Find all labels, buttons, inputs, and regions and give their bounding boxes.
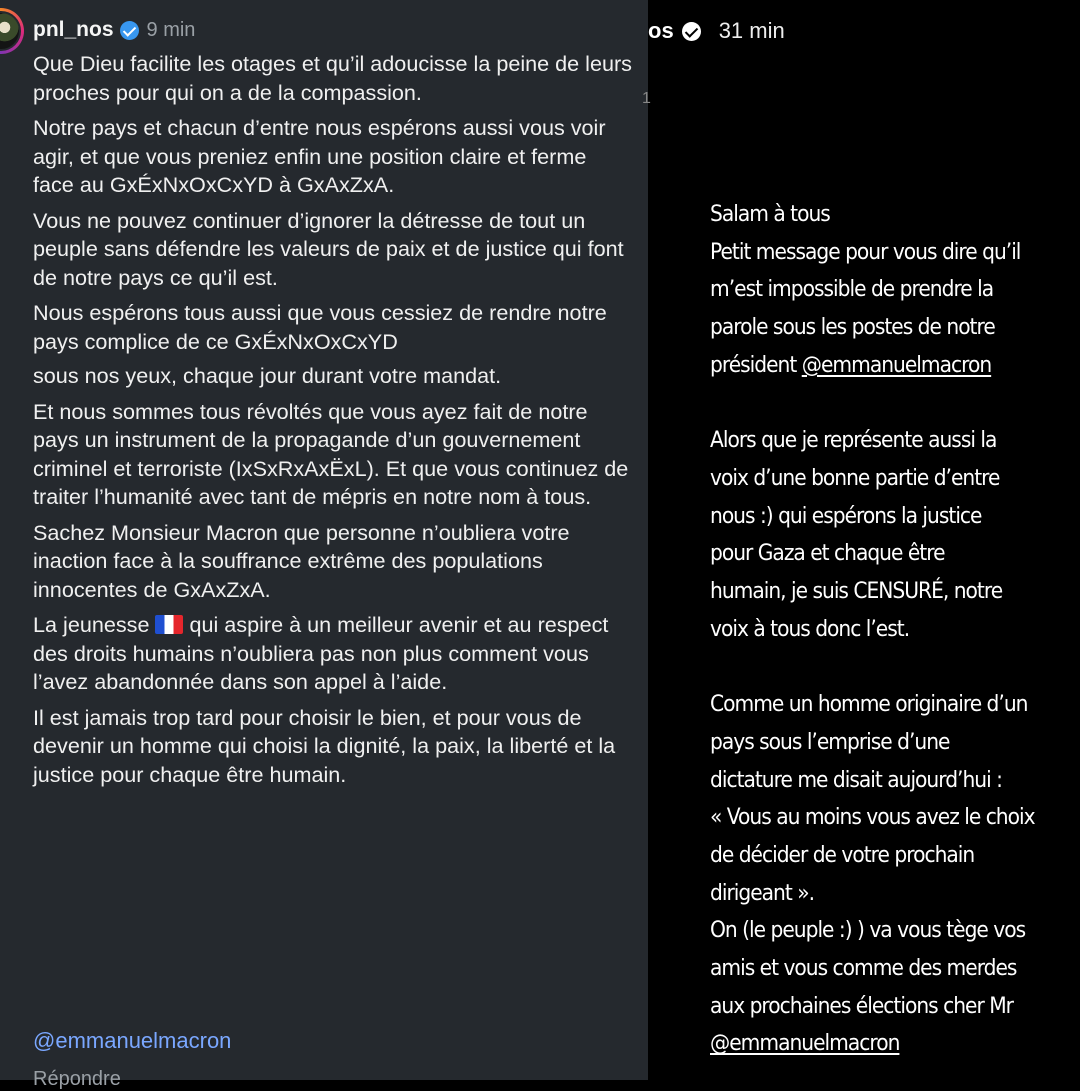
story-line [710, 347, 1047, 385]
story-line: aux prochaines élections cher Mr [710, 993, 1013, 1019]
comment-paragraph: Et nous sommes tous révoltés que vous ayez fait de notre pays un instrument de la propagande d’un gouvernement criminel et terroriste (IxSxRxAxËxL). Et que vous continuez de traiter l’humanité avec tant de mépris en notre nom à tous. [33, 398, 629, 509]
story-line: parole sous les postes de notre [710, 315, 995, 341]
france-flag-icon [155, 615, 183, 634]
story-line-gap [710, 385, 1047, 423]
comment-username[interactable]: pnl_nos [33, 18, 114, 41]
story-panel [642, 0, 1080, 1080]
story-line: de décider de votre prochain [710, 842, 975, 868]
story-text [710, 196, 1047, 1063]
story-mention-link[interactable]: @emmanuelmacron [710, 1031, 900, 1057]
story-line-text: président [710, 352, 797, 378]
story-line: voix d’une bonne partie d’entre [710, 465, 1000, 491]
comment-timestamp: 9 min [146, 18, 196, 41]
story-line: Comme un homme originaire d’un [710, 692, 1028, 718]
story-line: « Vous au moins vous avez le choix [710, 805, 1035, 831]
verified-badge-icon [682, 22, 701, 41]
story-line: m’est impossible de prendre la [710, 277, 994, 303]
comment-paragraph: Que Dieu facilite les otages et qu’il adoucisse la peine de leurs proches pour qui on a de la compassion. [33, 51, 632, 105]
comment-paragraph: Vous ne pouvez continuer d’ignorer la détresse de tout un peuple sans défendre les valeurs de paix et de justice qui font de notre pays ce qu’il est. [33, 207, 624, 290]
comment-paragraph: Notre pays et chacun d’entre nous espérons aussi vous voir agir, et que vous preniez enfin une position claire et ferme face au GxÉxNxOxCxYD à GxAxZxA. [33, 115, 606, 197]
story-line: Petit message pour vous dire qu’il [710, 239, 1021, 265]
story-timestamp: 31 min [718, 18, 785, 43]
comment-paragraph: Il est jamais trop tard pour choisir le bien, et pour vous de devenir un homme qui choisi la dignité, la paix, la liberté et la justice pour chaque être humain. [33, 704, 616, 787]
story-line: dictature me disait aujourd’hui : [710, 767, 1002, 793]
comment-paragraph: sous nos yeux, chaque jour durant votre mandat. [33, 363, 502, 388]
story-line: humain, je suis CENSURÉ, notre [710, 579, 1003, 605]
comment-text [33, 50, 633, 796]
verified-badge-icon [120, 21, 139, 40]
story-line: voix à tous donc l’est. [710, 616, 910, 642]
story-mention-link[interactable]: @emmanuelmacron [801, 352, 992, 378]
story-line: amis et vous comme des merdes [710, 956, 1017, 982]
avatar[interactable] [0, 8, 24, 54]
story-caption-fragment: 1 [642, 90, 651, 107]
story-line-gap [710, 648, 1047, 686]
reply-button[interactable]: Répondre [33, 1068, 121, 1090]
youth-text-before: La jeunesse [33, 612, 150, 637]
story-line: pour Gaza et chaque être [710, 541, 945, 567]
story-line: nous :) qui espérons la justice [710, 503, 982, 529]
comment-paragraph: Nous espérons tous aussi que vous cessiez de rendre notre pays complice de ce GxÉxNxOxCxYD [33, 300, 607, 354]
story-username[interactable]: os [648, 18, 674, 43]
story-line: Alors que je représente aussi la [710, 428, 997, 454]
comment-paragraph [33, 611, 633, 697]
story-header [648, 16, 785, 46]
comment-paragraph: Sachez Monsieur Macron que personne n’oubliera votre inaction face à la souffrance extrême des populations innocentes de GxAxZxA. [33, 519, 570, 602]
youth-text-after: qui aspire à un meilleur avenir et au respect des droits humains n’oubliera pas non plus comment vous l’avez abandonnée dans son appel à l’aide. [33, 612, 609, 694]
story-line: Salam à tous [710, 202, 830, 227]
mention-link[interactable]: @emmanuelmacron [33, 1028, 232, 1053]
story-line: dirigeant ». [710, 880, 815, 906]
story-line: pays sous l’emprise d’une [710, 729, 950, 755]
story-line: On (le peuple :) ) va vous tège vos [710, 918, 1026, 944]
comment-header [33, 16, 195, 44]
